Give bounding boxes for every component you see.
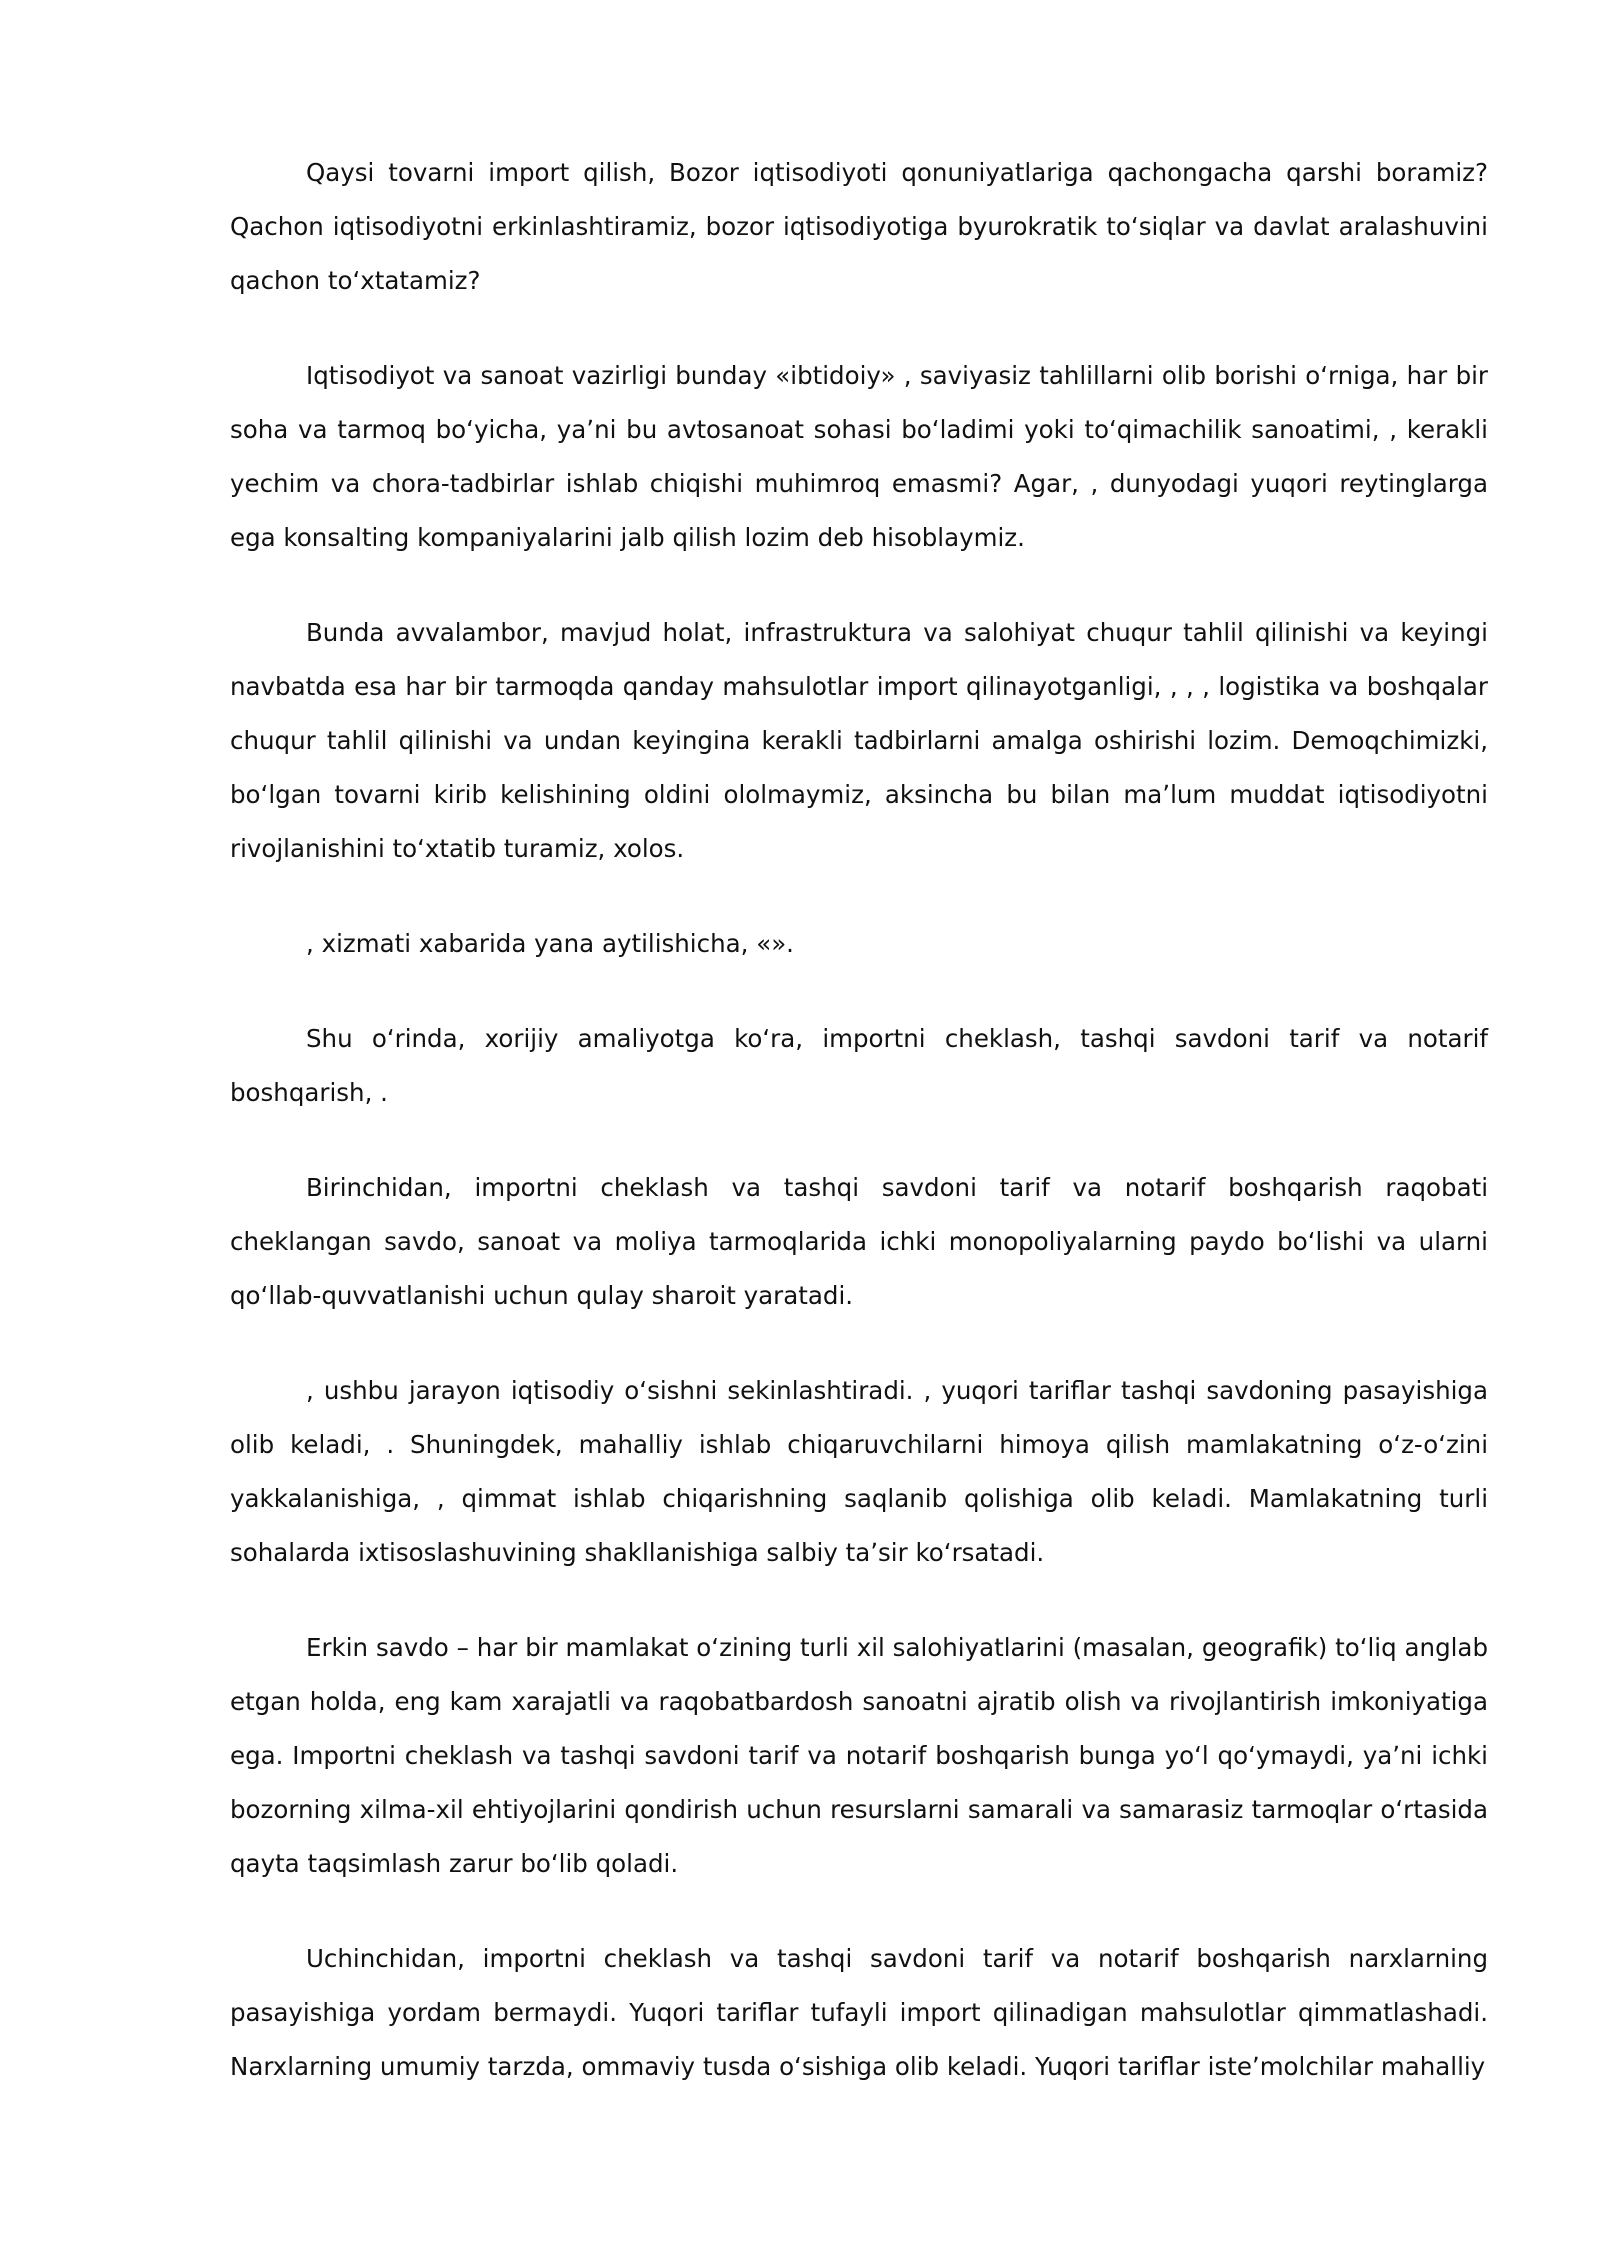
paragraph-first-point: Birinchidan, importni cheklash va tashqi savdoni tarif va notarif boshqarish raqobati cheklangan savdo, sanoat va moliya tarmoqlarida ichki monopoliyalarning paydo boʻlishi va ularni qoʻllab-quvvatlanishi uchun qulay sharoit yaratadi. — [230, 1173, 1488, 1310]
paragraph-import-question: Qaysi tovarni import qilish, Bozor iqtisodiyoti qonuniyatlariga qachongacha qarshi boramiz? Qachon iqtisodiyotni erkinlashtiramiz, bozor iqtisodiyotiga byurokratik toʻsiqlar va davlat aralashuvini qachon toʻxtatamiz? — [230, 158, 1488, 295]
paragraph-foreign-practice: Shu oʻrinda, xorijiy amaliyotga koʻra, importni cheklash, tashqi savdoni tarif va notarif boshqarish, . — [230, 1024, 1488, 1107]
paragraph-free-trade: Erkin savdo – har bir mamlakat oʻzining turli xil salohiyatlarini (masalan, geografik) toʻliq anglab etgan holda, eng kam xarajatli va raqobatbardosh sanoatni ajratib olish va rivojlantirish imkoniyatiga ega. Importni cheklash va tashqi savdoni tarif va notarif boshqarish bunga yoʻl qoʻymaydi, yaʼni ichki bozorning xilma-xil ehtiyojlarini qondirish uchun resurslarni samarali va samarasiz tarmoqlar oʻrtasida qayta taqsimlash zarur boʻlib qoladi. — [230, 1633, 1488, 1878]
paragraph-service-report: , xizmati xabarida yana aytilishicha, «». — [306, 929, 794, 958]
paragraph-economic-growth: , ushbu jarayon iqtisodiy oʻsishni sekinlashtiradi. , yuqori tariflar tashqi savdoning pasayishiga olib keladi, . Shuningdek, mahalliy ishlab chiqaruvchilarni himoya qilish mamlakatning oʻz-oʻzini yakkalanishiga, , qimmat ishlab chiqarishning saqlanib qolishiga olib keladi. Mamlakatning turli sohalarda ixtisoslashuvining shakllanishiga salbiy taʼsir koʻrsatadi. — [230, 1376, 1488, 1567]
paragraph-ministry-analysis: Iqtisodiyot va sanoat vazirligi bunday «ibtidoiy» , saviyasiz tahlillarni olib borishi oʻrniga, har bir soha va tarmoq boʻyicha, yaʼni bu avtosanoat sohasi boʻladimi yoki toʻqimachilik sanoatimi, , kerakli yechim va chora-tadbirlar ishlab chiqishi muhimroq emasmi? Agar, , dunyodagi yuqori reytinglarga ega konsalting kompaniyalarini jalb qilish lozim deb hisoblaymiz. — [230, 361, 1488, 552]
paragraph-infrastructure-analysis: Bunda avvalambor, mavjud holat, infrastruktura va salohiyat chuqur tahlil qilinishi va keyingi navbatda esa har bir tarmoqda qanday mahsulotlar import qilinayotganligi, , , , logistika va boshqalar chuqur tahlil qilinishi va undan keyingina kerakli tadbirlarni amalga oshirishi lozim. Demoqchimizki, boʻlgan tovarni kirib kelishining oldini ololmaymiz, aksincha bu bilan maʼlum muddat iqtisodiyotni rivojlanishini toʻxtatib turamiz, xolos. — [230, 618, 1488, 863]
document-page — [230, 146, 1488, 2094]
paragraph-third-point: Uchinchidan, importni cheklash va tashqi savdoni tarif va notarif boshqarish narxlarning pasayishiga yordam bermaydi. Yuqori tariflar tufayli import qilinadigan mahsulotlar qimmatlashadi. Narxlarning umumiy tarzda, ommaviy tusda oʻsishiga olib keladi. Yuqori tariflar isteʼmolchilar mahalliy — [230, 1944, 1488, 2081]
